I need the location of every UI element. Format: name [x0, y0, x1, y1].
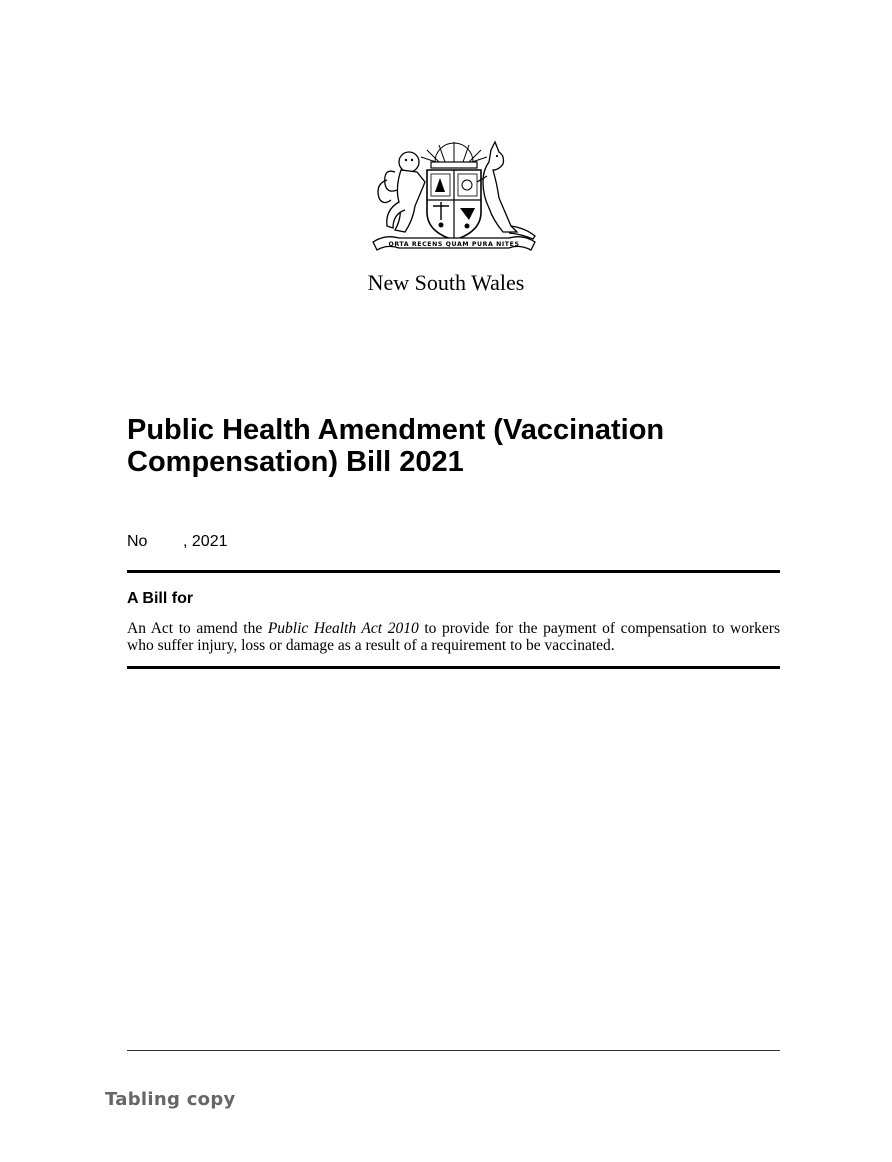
long-title-intro: An Act to amend the — [127, 620, 268, 637]
bill-title: Public Health Amendment (Vaccination Compensation) Bill 2021 — [127, 414, 665, 478]
bottom-divider — [127, 666, 780, 669]
svg-text:ORTA RECENS QUAM PURA NITES: ORTA RECENS QUAM PURA NITES — [388, 241, 520, 248]
bill-for-heading: A Bill for — [127, 590, 194, 607]
footer-divider — [127, 1050, 780, 1051]
act-name: Public Health Act 2010 — [267, 620, 419, 637]
long-title-purpose: to provide for the payment of compensation to workers who suffer injury, loss or damage as a result of a requirement to be vaccinated. — [127, 620, 780, 654]
top-divider — [127, 570, 780, 573]
long-title — [127, 620, 780, 654]
jurisdiction-name: New South Wales — [367, 270, 525, 295]
nsw-coat-of-arms-icon — [365, 140, 543, 262]
tabling-copy-label: Tabling copy — [105, 1089, 236, 1110]
bill-number: No , 2021 — [127, 533, 228, 550]
